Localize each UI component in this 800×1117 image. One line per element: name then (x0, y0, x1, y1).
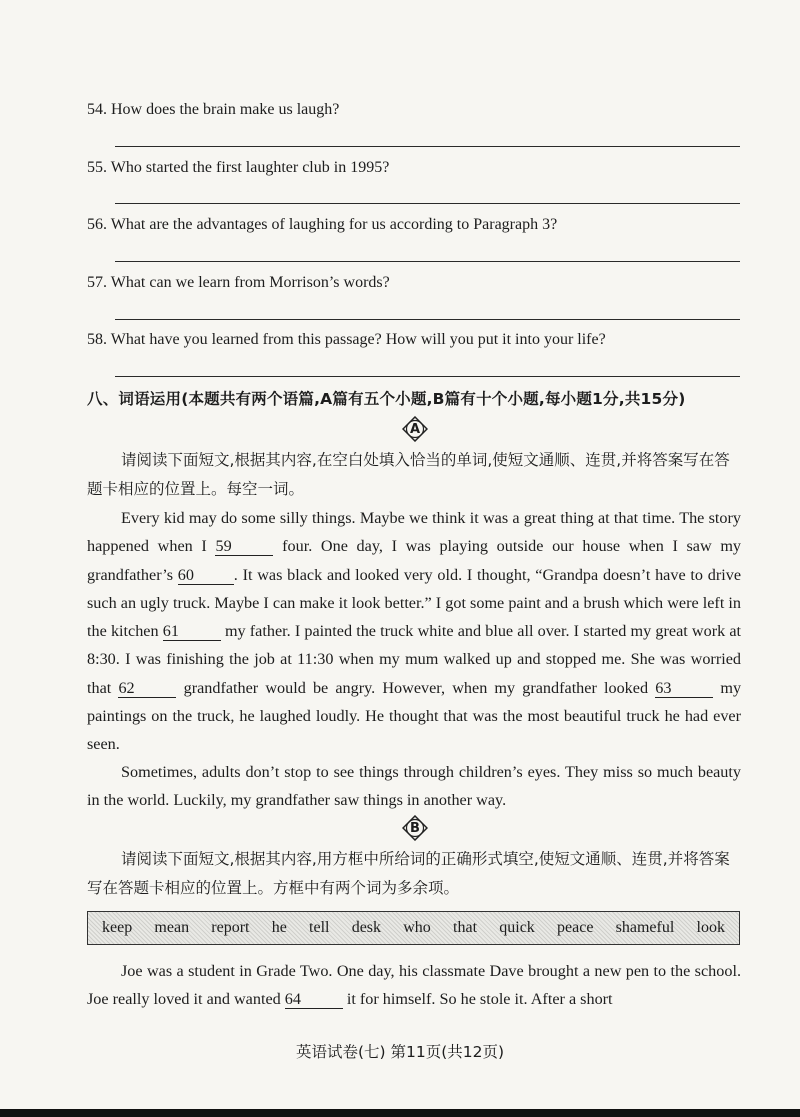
part-a-paragraph-2 (87, 758, 741, 815)
answer-line-58 (115, 376, 740, 377)
blank-63: 63 (655, 679, 713, 698)
blank-59: 59 (215, 537, 273, 556)
question-54: 54. How does the brain make us laugh? (87, 101, 340, 118)
part-a-instructions: 请阅读下面短文,根据其内容,在空白处填入恰当的单词,使短文通顺、连贯,并将答案写在答题卡相应的位置上。每空一词。 (87, 451, 730, 498)
part-a-badge (402, 416, 428, 442)
section-title: 八、词语运用(本题共有两个语篇,A篇有五个小题,B篇有十个小题,每小题1分,共15分) (87, 390, 686, 408)
word-bank-item: he (271, 919, 287, 936)
passage-text: Every kid may do some silly things. Maybe we think it was a great thing at that time. The story happened when I (87, 509, 741, 556)
question-57: 57. What can we learn from Morrison’s words? (87, 274, 390, 291)
word-bank-item: look (696, 919, 725, 936)
page-footer: 英语试卷(七) 第11页(共12页) (295, 1043, 505, 1061)
blank-64: 64 (285, 990, 343, 1009)
word-bank-item: peace (557, 919, 594, 936)
answer-line-57 (115, 319, 740, 320)
passage-text: grandfather would be angry. However, when my grandfather looked (183, 678, 649, 697)
part-b-badge (402, 815, 428, 841)
passage-text: Sometimes, adults don’t stop to see things through children’s eyes. They miss so much beauty in the world. Luckily, my grandfather saw things in another way. (87, 763, 741, 810)
word-bank-item: shameful (615, 919, 675, 936)
blank-62: 62 (118, 679, 176, 698)
word-bank-item: desk (351, 919, 382, 936)
word-bank-item: mean (154, 919, 190, 936)
passage-text: . It was black and looked very old. I thought, “Grandpa doesn’t have to drive such an ugly truck. Maybe I can make it look better.” I got some paint and a brush which were left in the kitchen (87, 565, 741, 641)
part-a-paragraph-1 (87, 504, 741, 759)
question-58: 58. What have you learned from this passage? How will you put it into your life? (87, 331, 606, 348)
part-b-paragraph-1 (87, 957, 741, 1014)
passage-text: four. One day, I was playing outside our house when I saw my grandfather’s (87, 537, 742, 584)
word-bank-item: that (453, 919, 478, 936)
part-a-label: A (409, 421, 421, 437)
passage-text: it for himself. So he stole it. After a short (346, 990, 613, 1009)
word-bank-item: keep (102, 919, 133, 936)
answer-line-55 (115, 203, 740, 204)
passage-text: my father. I painted the truck white and blue all over. I started my great work at 8:30. I was finishing the job at 11:30 when my mum walked up and stopped me. She was worried that (87, 622, 742, 697)
word-bank-item: report (211, 919, 250, 936)
word-bank-item: quick (499, 919, 535, 936)
answer-line-56 (115, 261, 740, 262)
scan-edge (0, 1109, 800, 1117)
answer-line-54 (115, 146, 740, 147)
part-b-instructions: 请阅读下面短文,根据其内容,用方框中所给词的正确形式填空,使短文通顺、连贯,并将答案写在答题卡相应的位置上。方框中有两个词为多余项。 (87, 850, 730, 897)
passage-text: Joe was a student in Grade Two. One day, his classmate Dave brought a new pen to the school. Joe really loved it and wanted (87, 962, 741, 1009)
word-bank-item: who (403, 919, 431, 936)
question-56: 56. What are the advantages of laughing for us according to Paragraph 3? (87, 216, 558, 233)
part-b-label: B (410, 820, 420, 836)
blank-61: 61 (163, 622, 221, 641)
blank-60: 60 (178, 566, 234, 585)
word-bank-item: tell (309, 919, 330, 936)
word-bank-box (87, 911, 740, 945)
passage-text: my paintings on the truck, he laughed loudly. He thought that was the most beautiful truck he had ever seen. (87, 678, 742, 754)
question-55: 55. Who started the first laughter club in 1995? (87, 159, 390, 176)
